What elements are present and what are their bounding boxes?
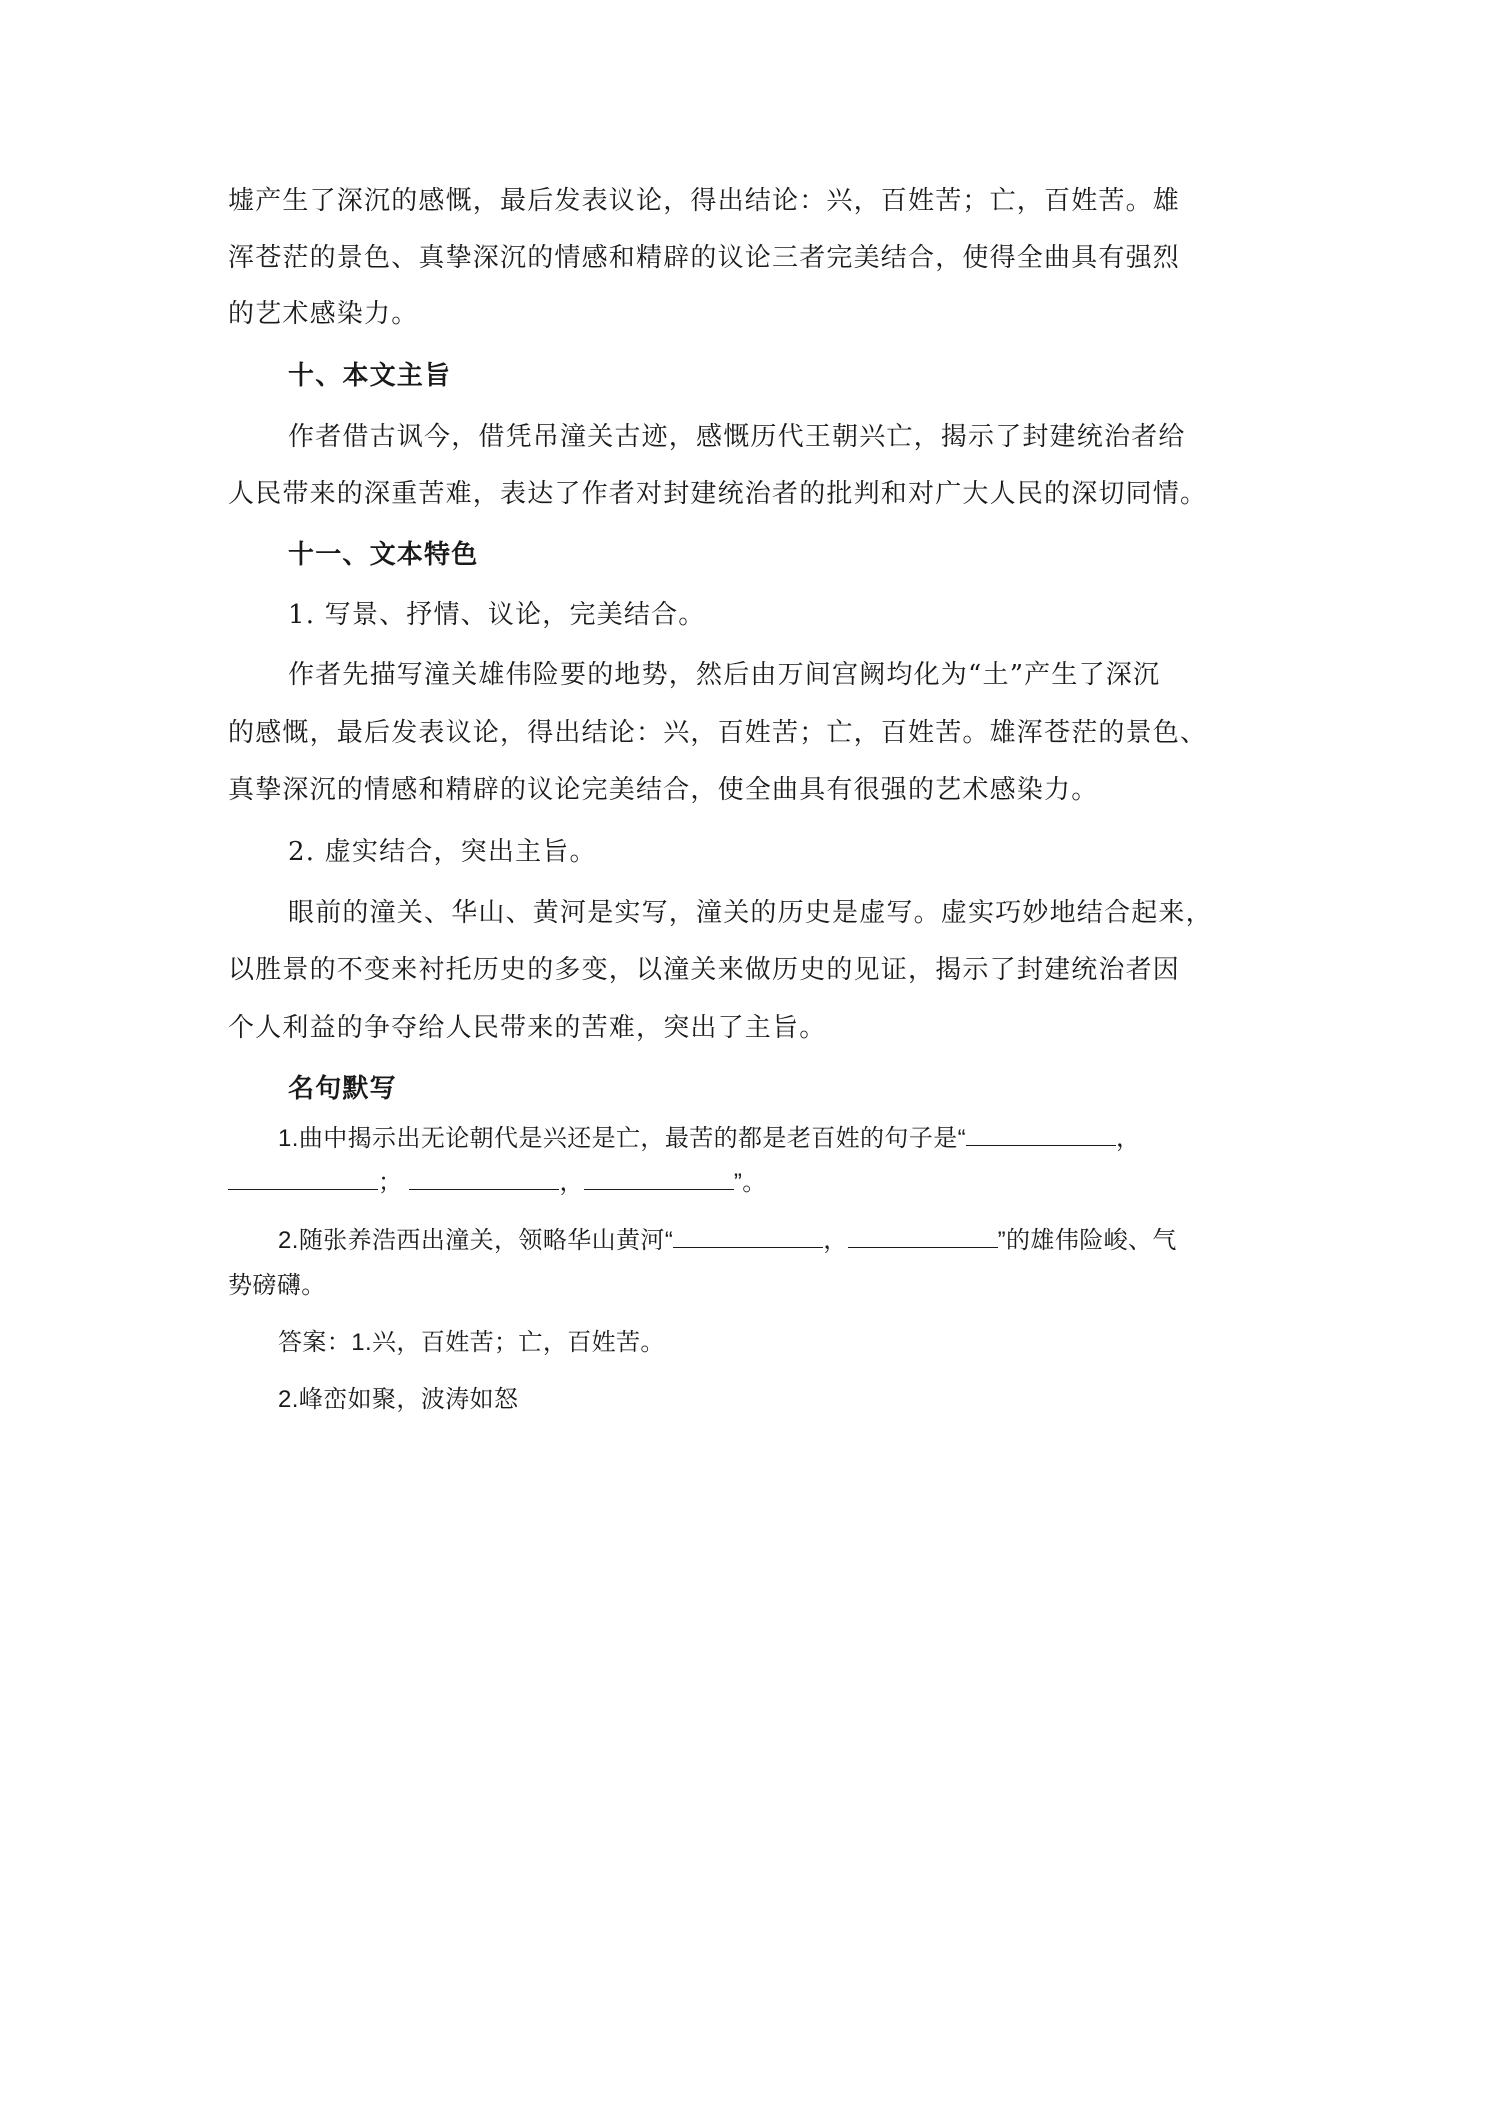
separator: ， <box>559 1169 584 1196</box>
dictation-question-1-cont <box>228 1163 1288 1203</box>
section-heading-features: 十一、文本特色 <box>288 540 479 570</box>
paragraph-line: 眼前的潼关、华山、黄河是实写，潼关的历史是虚写。虚实巧妙地结合起来， <box>288 898 1213 928</box>
answer-line: 2.峰峦如聚，波涛如怒 <box>278 1386 519 1413</box>
paragraph-line: 的艺术感染力。 <box>228 299 419 329</box>
separator: ， <box>1116 1125 1141 1152</box>
paragraph-line: 的感慨，最后发表议论，得出结论：兴，百姓苦；亡，百姓苦。雄浑苍茫的景色、 <box>228 718 1208 748</box>
separator: ， <box>823 1227 848 1254</box>
point-title: 1. 写景、抒情、议论，完美结合。 <box>288 600 706 630</box>
answer-blank[interactable] <box>584 1167 734 1190</box>
question-text: 2.随张养浩西出潼关，领略华山黄河“ <box>278 1227 674 1254</box>
paragraph-line: 个人利益的争夺给人民带来的苦难，突出了主旨。 <box>228 1013 827 1043</box>
paragraph-line: 墟产生了深沉的感慨，最后发表议论，得出结论：兴，百姓苦；亡，百姓苦。雄 <box>228 186 1181 216</box>
point-title: 2. 虚实结合，突出主旨。 <box>288 837 597 867</box>
paragraph-line: 人民带来的深重苦难，表达了作者对封建统治者的批判和对广大人民的深切同情。 <box>228 479 1208 509</box>
paragraph-line: 作者先描写潼关雄伟险要的地势，然后由万间宫阙均化为“土”产生了深沉 <box>288 660 1161 690</box>
separator: ； <box>378 1169 403 1196</box>
section-heading-dictation: 名句默写 <box>288 1074 397 1104</box>
question-text: 1.曲中揭示出无论朝代是兴还是亡，最苦的都是老百姓的句子是“ <box>278 1125 967 1152</box>
paragraph-line: 真挚深沉的情感和精辟的议论完美结合，使全曲具有很强的艺术感染力。 <box>228 775 1099 805</box>
dictation-question-1 <box>278 1119 1338 1159</box>
paragraph-line: 浑苍茫的景色、真挚深沉的情感和精辟的议论三者完美结合，使得全曲具有强烈 <box>228 243 1181 273</box>
paragraph-line: 以胜景的不变来衬托历史的多变，以潼关来做历史的见证，揭示了封建统治者因 <box>228 955 1181 985</box>
question-end: ”。 <box>733 1169 767 1196</box>
paragraph-line: 作者借古讽今，借凭吊潼关古迹，感慨历代王朝兴亡，揭示了封建统治者给 <box>288 422 1186 452</box>
answer-blank[interactable] <box>673 1225 823 1248</box>
dictation-question-2-cont: 势磅礴。 <box>228 1272 326 1299</box>
answer-blank[interactable] <box>409 1167 559 1190</box>
answer-blank[interactable] <box>848 1225 998 1248</box>
question-text: ”的雄伟险峻、气 <box>997 1227 1177 1254</box>
answer-blank[interactable] <box>966 1123 1116 1146</box>
dictation-question-2 <box>278 1221 1338 1261</box>
section-heading-theme: 十、本文主旨 <box>288 361 452 391</box>
answer-blank[interactable] <box>228 1167 378 1190</box>
answer-line: 答案：1.兴，百姓苦；亡，百姓苦。 <box>278 1329 665 1356</box>
